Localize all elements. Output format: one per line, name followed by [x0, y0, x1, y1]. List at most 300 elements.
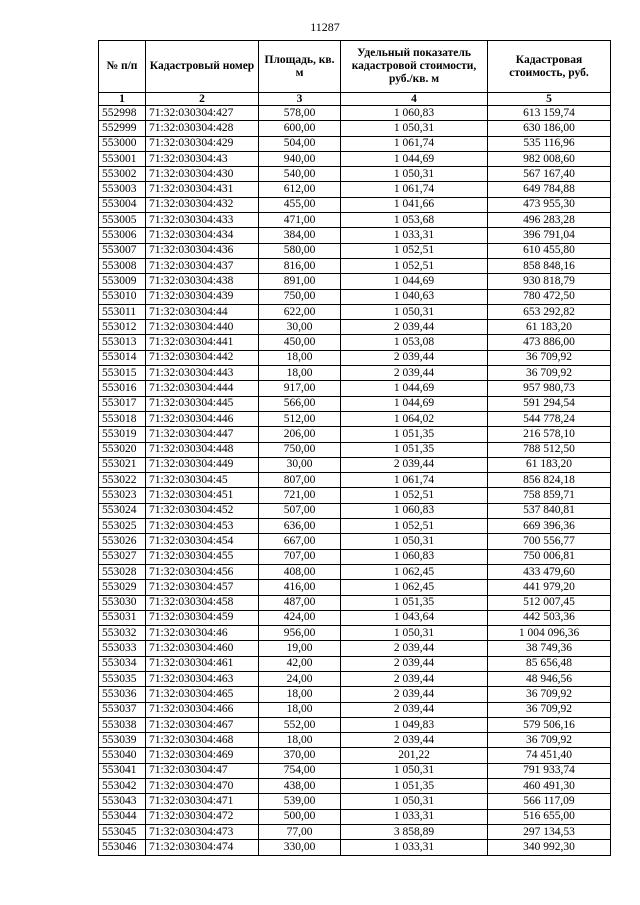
row-number-cell: 553018: [99, 411, 146, 426]
table-row: [99, 549, 611, 564]
column-number-cell: 3: [259, 93, 341, 106]
area-cell: 450,00: [259, 335, 341, 350]
specific-value-cell: 1 033,31: [341, 809, 488, 824]
cadastral-value-cell: 460 491,30: [488, 779, 611, 794]
table-row: [99, 182, 611, 197]
row-number-cell: 553044: [99, 809, 146, 824]
table-row: [99, 840, 611, 855]
cadastral-number-cell: 71:32:030304:431: [146, 182, 259, 197]
area-cell: 622,00: [259, 304, 341, 319]
row-number-cell: 552998: [99, 106, 146, 121]
table-row: [99, 671, 611, 686]
cadastral-number-cell: 71:32:030304:449: [146, 457, 259, 472]
area-cell: 956,00: [259, 626, 341, 641]
area-cell: 455,00: [259, 197, 341, 212]
area-cell: 30,00: [259, 457, 341, 472]
area-cell: 754,00: [259, 763, 341, 778]
cadastral-number-cell: 71:32:030304:441: [146, 335, 259, 350]
area-cell: 408,00: [259, 564, 341, 579]
specific-value-cell: 1 050,31: [341, 167, 488, 182]
specific-value-cell: 1 064,02: [341, 411, 488, 426]
row-number-cell: 553028: [99, 564, 146, 579]
row-number-cell: 553011: [99, 304, 146, 319]
cadastral-value-cell: 433 479,60: [488, 564, 611, 579]
row-number-cell: 553000: [99, 136, 146, 151]
cadastral-number-cell: 71:32:030304:440: [146, 320, 259, 335]
table-row: [99, 243, 611, 258]
table-row: [99, 717, 611, 732]
row-number-cell: 553009: [99, 274, 146, 289]
specific-value-cell: 2 039,44: [341, 641, 488, 656]
header-cadastral-number: Кадастровый номер: [146, 41, 259, 93]
specific-value-cell: 1 050,31: [341, 763, 488, 778]
table-row: [99, 656, 611, 671]
cadastral-value-cell: 649 784,88: [488, 182, 611, 197]
cadastral-number-cell: 71:32:030304:45: [146, 473, 259, 488]
cadastral-value-cell: 630 186,00: [488, 121, 611, 136]
table-row: [99, 320, 611, 335]
area-cell: 816,00: [259, 258, 341, 273]
cadastral-number-cell: 71:32:030304:444: [146, 381, 259, 396]
table-row: [99, 457, 611, 472]
column-number-cell: 2: [146, 93, 259, 106]
cadastral-value-cell: 61 183,20: [488, 320, 611, 335]
cadastral-value-cell: 610 455,80: [488, 243, 611, 258]
cadastral-value-cell: 38 749,36: [488, 641, 611, 656]
cadastral-value-cell: 957 980,73: [488, 381, 611, 396]
specific-value-cell: 1 062,45: [341, 564, 488, 579]
specific-value-cell: 2 039,44: [341, 457, 488, 472]
area-cell: 667,00: [259, 534, 341, 549]
specific-value-cell: 1 050,31: [341, 304, 488, 319]
row-number-cell: 553027: [99, 549, 146, 564]
cadastral-value-cell: 85 656,48: [488, 656, 611, 671]
area-cell: 77,00: [259, 824, 341, 839]
area-cell: 30,00: [259, 320, 341, 335]
table-row: [99, 381, 611, 396]
specific-value-cell: 1 053,08: [341, 335, 488, 350]
cadastral-value-cell: 48 946,56: [488, 671, 611, 686]
cadastral-value-cell: 516 655,00: [488, 809, 611, 824]
specific-value-cell: 2 039,44: [341, 366, 488, 381]
cadastral-value-cell: 856 824,18: [488, 473, 611, 488]
row-number-cell: 553046: [99, 840, 146, 855]
cadastral-number-cell: 71:32:030304:47: [146, 763, 259, 778]
cadastral-number-cell: 71:32:030304:473: [146, 824, 259, 839]
specific-value-cell: 1 051,35: [341, 779, 488, 794]
area-cell: 330,00: [259, 840, 341, 855]
table-body: [99, 93, 611, 856]
table-row: [99, 335, 611, 350]
table-row: [99, 442, 611, 457]
column-number-cell: 4: [341, 93, 488, 106]
cadastral-value-cell: 297 134,53: [488, 824, 611, 839]
specific-value-cell: 2 039,44: [341, 702, 488, 717]
cadastral-value-cell: 758 859,71: [488, 488, 611, 503]
cadastral-number-cell: 71:32:030304:445: [146, 396, 259, 411]
table-row: [99, 763, 611, 778]
table-row: [99, 626, 611, 641]
cadastral-number-cell: 71:32:030304:461: [146, 656, 259, 671]
cadastral-number-cell: 71:32:030304:430: [146, 167, 259, 182]
area-cell: 370,00: [259, 748, 341, 763]
area-cell: 24,00: [259, 671, 341, 686]
cadastral-value-cell: 36 709,92: [488, 366, 611, 381]
specific-value-cell: 2 039,44: [341, 671, 488, 686]
column-number-cell: 1: [99, 93, 146, 106]
cadastral-value-cell: 496 283,28: [488, 213, 611, 228]
row-number-cell: 553005: [99, 213, 146, 228]
table-row: [99, 641, 611, 656]
cadastral-value-cell: 591 294,54: [488, 396, 611, 411]
row-number-cell: 553017: [99, 396, 146, 411]
table-row: [99, 274, 611, 289]
area-cell: 500,00: [259, 809, 341, 824]
cadastral-number-cell: 71:32:030304:472: [146, 809, 259, 824]
cadastral-value-cell: 579 506,16: [488, 717, 611, 732]
area-cell: 487,00: [259, 595, 341, 610]
area-cell: 917,00: [259, 381, 341, 396]
cadastral-value-cell: 930 818,79: [488, 274, 611, 289]
cadastral-value-cell: 537 840,81: [488, 503, 611, 518]
area-cell: 42,00: [259, 656, 341, 671]
specific-value-cell: 1 044,69: [341, 396, 488, 411]
header-area: Площадь, кв. м: [259, 41, 341, 93]
specific-value-cell: 1 044,69: [341, 151, 488, 166]
row-number-cell: 553003: [99, 182, 146, 197]
cadastral-number-cell: 71:32:030304:436: [146, 243, 259, 258]
area-cell: 580,00: [259, 243, 341, 258]
cadastral-value-cell: 750 006,81: [488, 549, 611, 564]
cadastral-value-cell: 74 451,40: [488, 748, 611, 763]
cadastral-number-cell: 71:32:030304:448: [146, 442, 259, 457]
cadastral-number-cell: 71:32:030304:460: [146, 641, 259, 656]
cadastral-number-cell: 71:32:030304:437: [146, 258, 259, 273]
table-row: [99, 580, 611, 595]
row-number-cell: 553002: [99, 167, 146, 182]
specific-value-cell: 1 052,51: [341, 258, 488, 273]
area-cell: 940,00: [259, 151, 341, 166]
row-number-cell: 553013: [99, 335, 146, 350]
specific-value-cell: 1 052,51: [341, 488, 488, 503]
cadastral-number-cell: 71:32:030304:429: [146, 136, 259, 151]
cadastral-number-cell: 71:32:030304:443: [146, 366, 259, 381]
column-number-cell: 5: [488, 93, 611, 106]
row-number-cell: 553008: [99, 258, 146, 273]
cadastral-value-table: [98, 40, 611, 856]
area-cell: 750,00: [259, 442, 341, 457]
cadastral-number-cell: 71:32:030304:454: [146, 534, 259, 549]
header-specific-value: Удельный показатель кадастровой стоимости, руб./кв. м: [341, 41, 488, 93]
specific-value-cell: 2 039,44: [341, 656, 488, 671]
row-number-cell: 553006: [99, 228, 146, 243]
row-number-cell: 553004: [99, 197, 146, 212]
table-row: [99, 610, 611, 625]
table-row: [99, 809, 611, 824]
cadastral-number-cell: 71:32:030304:468: [146, 733, 259, 748]
specific-value-cell: 2 039,44: [341, 350, 488, 365]
specific-value-cell: 1 050,31: [341, 794, 488, 809]
row-number-cell: 553040: [99, 748, 146, 763]
cadastral-value-cell: 36 709,92: [488, 687, 611, 702]
specific-value-cell: 1 051,35: [341, 427, 488, 442]
specific-value-cell: 1 061,74: [341, 136, 488, 151]
cadastral-value-cell: 613 159,74: [488, 106, 611, 121]
cadastral-number-cell: 71:32:030304:452: [146, 503, 259, 518]
cadastral-value-cell: 653 292,82: [488, 304, 611, 319]
area-cell: 552,00: [259, 717, 341, 732]
area-cell: 750,00: [259, 289, 341, 304]
specific-value-cell: 1 060,83: [341, 549, 488, 564]
table-row: [99, 121, 611, 136]
area-cell: 707,00: [259, 549, 341, 564]
row-number-cell: 553034: [99, 656, 146, 671]
specific-value-cell: 1 060,83: [341, 106, 488, 121]
row-number-cell: 553030: [99, 595, 146, 610]
area-cell: 206,00: [259, 427, 341, 442]
specific-value-cell: 1 033,31: [341, 840, 488, 855]
row-number-cell: 553014: [99, 350, 146, 365]
specific-value-cell: 1 050,31: [341, 534, 488, 549]
table-row: [99, 228, 611, 243]
area-cell: 424,00: [259, 610, 341, 625]
specific-value-cell: 1 053,68: [341, 213, 488, 228]
specific-value-cell: 1 052,51: [341, 519, 488, 534]
area-cell: 578,00: [259, 106, 341, 121]
cadastral-number-cell: 71:32:030304:43: [146, 151, 259, 166]
row-number-cell: 553022: [99, 473, 146, 488]
cadastral-number-cell: 71:32:030304:456: [146, 564, 259, 579]
table-row: [99, 733, 611, 748]
specific-value-cell: 1 060,83: [341, 503, 488, 518]
table-row: [99, 519, 611, 534]
row-number-cell: 553032: [99, 626, 146, 641]
table-row: [99, 488, 611, 503]
specific-value-cell: 1 041,66: [341, 197, 488, 212]
table-row: [99, 106, 611, 121]
area-cell: 636,00: [259, 519, 341, 534]
cadastral-number-cell: 71:32:030304:469: [146, 748, 259, 763]
cadastral-value-cell: 567 167,40: [488, 167, 611, 182]
area-cell: 539,00: [259, 794, 341, 809]
header-row-number: № п/п: [99, 41, 146, 93]
table-row: [99, 213, 611, 228]
specific-value-cell: 1 040,63: [341, 289, 488, 304]
specific-value-cell: 1 052,51: [341, 243, 488, 258]
table-row: [99, 427, 611, 442]
cadastral-number-cell: 71:32:030304:442: [146, 350, 259, 365]
row-number-cell: 553024: [99, 503, 146, 518]
area-cell: 721,00: [259, 488, 341, 503]
cadastral-number-cell: 71:32:030304:458: [146, 595, 259, 610]
cadastral-number-cell: 71:32:030304:451: [146, 488, 259, 503]
area-cell: 18,00: [259, 366, 341, 381]
cadastral-number-cell: 71:32:030304:447: [146, 427, 259, 442]
cadastral-value-cell: 700 556,77: [488, 534, 611, 549]
area-cell: 507,00: [259, 503, 341, 518]
specific-value-cell: 1 043,64: [341, 610, 488, 625]
cadastral-number-cell: 71:32:030304:471: [146, 794, 259, 809]
cadastral-value-cell: 216 578,10: [488, 427, 611, 442]
specific-value-cell: 2 039,44: [341, 320, 488, 335]
area-cell: 19,00: [259, 641, 341, 656]
cadastral-number-cell: 71:32:030304:438: [146, 274, 259, 289]
cadastral-value-cell: 36 709,92: [488, 350, 611, 365]
row-number-cell: 553039: [99, 733, 146, 748]
row-number-cell: 553007: [99, 243, 146, 258]
table-row: [99, 687, 611, 702]
table-row: [99, 136, 611, 151]
area-cell: 600,00: [259, 121, 341, 136]
specific-value-cell: 1 051,35: [341, 442, 488, 457]
page-number: 11287: [310, 20, 340, 34]
table-row: [99, 534, 611, 549]
specific-value-cell: 3 858,89: [341, 824, 488, 839]
cadastral-number-cell: 71:32:030304:470: [146, 779, 259, 794]
row-number-cell: 553045: [99, 824, 146, 839]
row-number-cell: 553015: [99, 366, 146, 381]
cadastral-value-cell: 566 117,09: [488, 794, 611, 809]
area-cell: 471,00: [259, 213, 341, 228]
table-row: [99, 167, 611, 182]
cadastral-number-cell: 71:32:030304:434: [146, 228, 259, 243]
row-number-cell: 553041: [99, 763, 146, 778]
table-row: [99, 350, 611, 365]
specific-value-cell: 1 044,69: [341, 381, 488, 396]
row-number-cell: 553035: [99, 671, 146, 686]
cadastral-number-cell: 71:32:030304:474: [146, 840, 259, 855]
row-number-cell: 553012: [99, 320, 146, 335]
cadastral-number-cell: 71:32:030304:465: [146, 687, 259, 702]
row-number-cell: 553010: [99, 289, 146, 304]
cadastral-value-cell: 858 848,16: [488, 258, 611, 273]
row-number-cell: 553001: [99, 151, 146, 166]
cadastral-value-cell: 1 004 096,36: [488, 626, 611, 641]
row-number-cell: 553042: [99, 779, 146, 794]
specific-value-cell: 1 061,74: [341, 182, 488, 197]
specific-value-cell: 201,22: [341, 748, 488, 763]
area-cell: 540,00: [259, 167, 341, 182]
specific-value-cell: 2 039,44: [341, 687, 488, 702]
cadastral-number-cell: 71:32:030304:455: [146, 549, 259, 564]
row-number-cell: 553043: [99, 794, 146, 809]
cadastral-value-cell: 442 503,36: [488, 610, 611, 625]
row-number-cell: 553020: [99, 442, 146, 457]
table-row: [99, 396, 611, 411]
area-cell: 18,00: [259, 733, 341, 748]
row-number-cell: 553023: [99, 488, 146, 503]
table-row: [99, 151, 611, 166]
cadastral-value-cell: 544 778,24: [488, 411, 611, 426]
cadastral-value-cell: 473 955,30: [488, 197, 611, 212]
table-row: [99, 503, 611, 518]
area-cell: 384,00: [259, 228, 341, 243]
row-number-cell: 553021: [99, 457, 146, 472]
cadastral-value-cell: 535 116,96: [488, 136, 611, 151]
header-cadastral-value: Кадастровая стоимость, руб.: [488, 41, 611, 93]
specific-value-cell: 1 051,35: [341, 595, 488, 610]
table-row: [99, 304, 611, 319]
cadastral-number-cell: 71:32:030304:432: [146, 197, 259, 212]
cadastral-value-cell: 512 007,45: [488, 595, 611, 610]
cadastral-value-cell: 61 183,20: [488, 457, 611, 472]
row-number-cell: 553019: [99, 427, 146, 442]
table-row: [99, 794, 611, 809]
cadastral-number-cell: 71:32:030304:457: [146, 580, 259, 595]
area-cell: 416,00: [259, 580, 341, 595]
table-row: [99, 197, 611, 212]
row-number-cell: 553016: [99, 381, 146, 396]
cadastral-number-cell: 71:32:030304:446: [146, 411, 259, 426]
cadastral-value-cell: 36 709,92: [488, 702, 611, 717]
cadastral-value-cell: 473 886,00: [488, 335, 611, 350]
cadastral-value-cell: 788 512,50: [488, 442, 611, 457]
area-cell: 504,00: [259, 136, 341, 151]
table-row: [99, 824, 611, 839]
table-row: [99, 595, 611, 610]
cadastral-number-cell: 71:32:030304:428: [146, 121, 259, 136]
cadastral-number-cell: 71:32:030304:466: [146, 702, 259, 717]
column-number-row: [99, 93, 611, 106]
table-header-row: [99, 41, 611, 93]
specific-value-cell: 2 039,44: [341, 733, 488, 748]
specific-value-cell: 1 049,83: [341, 717, 488, 732]
cadastral-number-cell: 71:32:030304:467: [146, 717, 259, 732]
row-number-cell: 553036: [99, 687, 146, 702]
row-number-cell: 553033: [99, 641, 146, 656]
row-number-cell: 553029: [99, 580, 146, 595]
cadastral-value-cell: 791 933,74: [488, 763, 611, 778]
cadastral-value-cell: 982 008,60: [488, 151, 611, 166]
table-row: [99, 366, 611, 381]
row-number-cell: 553026: [99, 534, 146, 549]
cadastral-value-cell: 441 979,20: [488, 580, 611, 595]
table-row: [99, 702, 611, 717]
area-cell: 438,00: [259, 779, 341, 794]
cadastral-value-cell: 36 709,92: [488, 733, 611, 748]
area-cell: 566,00: [259, 396, 341, 411]
area-cell: 612,00: [259, 182, 341, 197]
cadastral-number-cell: 71:32:030304:46: [146, 626, 259, 641]
cadastral-number-cell: 71:32:030304:433: [146, 213, 259, 228]
cadastral-number-cell: 71:32:030304:427: [146, 106, 259, 121]
area-cell: 891,00: [259, 274, 341, 289]
specific-value-cell: 1 033,31: [341, 228, 488, 243]
area-cell: 18,00: [259, 350, 341, 365]
table-row: [99, 748, 611, 763]
cadastral-value-cell: 340 992,30: [488, 840, 611, 855]
table-row: [99, 289, 611, 304]
table-row: [99, 564, 611, 579]
row-number-cell: 553025: [99, 519, 146, 534]
row-number-cell: 553031: [99, 610, 146, 625]
cadastral-number-cell: 71:32:030304:453: [146, 519, 259, 534]
cadastral-value-cell: 780 472,50: [488, 289, 611, 304]
specific-value-cell: 1 050,31: [341, 626, 488, 641]
area-cell: 18,00: [259, 702, 341, 717]
specific-value-cell: 1 044,69: [341, 274, 488, 289]
specific-value-cell: 1 061,74: [341, 473, 488, 488]
cadastral-number-cell: 71:32:030304:44: [146, 304, 259, 319]
table-row: [99, 473, 611, 488]
specific-value-cell: 1 050,31: [341, 121, 488, 136]
row-number-cell: 552999: [99, 121, 146, 136]
table-row: [99, 411, 611, 426]
row-number-cell: 553037: [99, 702, 146, 717]
area-cell: 512,00: [259, 411, 341, 426]
specific-value-cell: 1 062,45: [341, 580, 488, 595]
cadastral-number-cell: 71:32:030304:463: [146, 671, 259, 686]
